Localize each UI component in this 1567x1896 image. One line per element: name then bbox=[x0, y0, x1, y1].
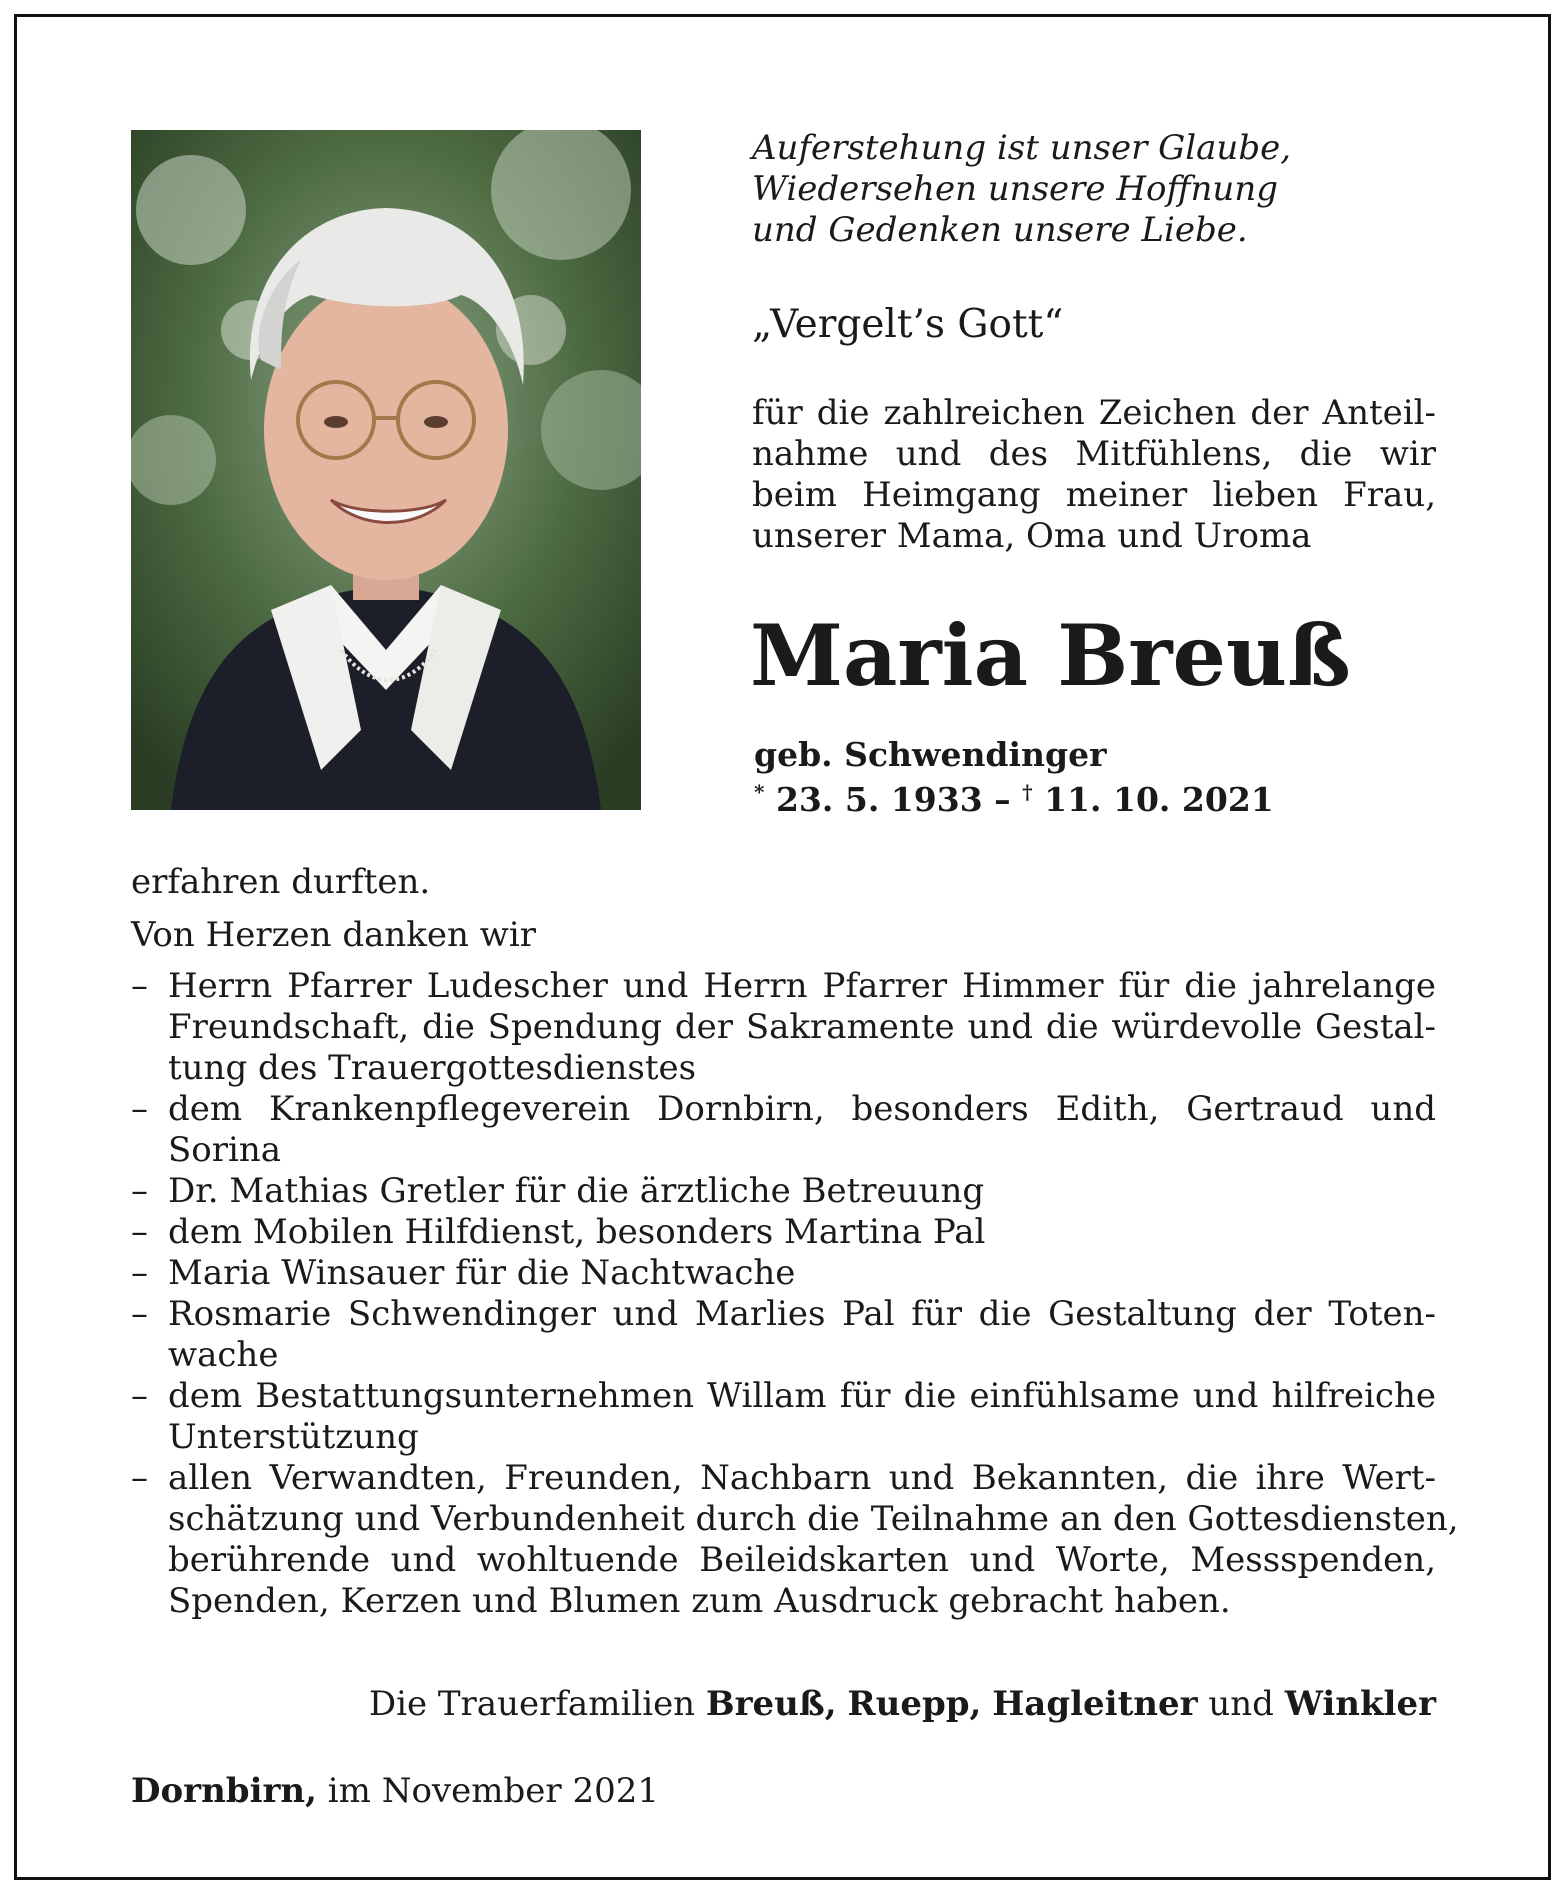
bullet-dash: – bbox=[131, 1294, 148, 1334]
signature-prefix: Die Trauerfamilien bbox=[368, 1684, 706, 1724]
list-line: tung des Trauergottesdienstes bbox=[168, 1048, 697, 1088]
bullet-dash: – bbox=[131, 1212, 148, 1252]
family-name: Winkler bbox=[1284, 1684, 1436, 1724]
bullet-dash: – bbox=[131, 1253, 148, 1293]
signature-joiner: und bbox=[1208, 1684, 1274, 1724]
motto-line: und Gedenken unsere Liebe. bbox=[752, 210, 1248, 250]
birth-date: 23. 5. 1933 bbox=[775, 780, 983, 819]
list-line: Herrn Pfarrer Ludescher und Herrn Pfarrer Himmer für die jahrelange bbox=[168, 966, 1436, 1006]
list-item bbox=[131, 1376, 1436, 1458]
list-line: schätzung und Verbundenheit durch die Teilnahme an den Gottesdiensten, bbox=[168, 1499, 1459, 1539]
list-line: Dr. Mathias Gretler für die ärztliche Betreuung bbox=[168, 1171, 985, 1211]
list-line: Spenden, Kerzen und Blumen zum Ausdruck gebracht haben. bbox=[168, 1581, 1231, 1621]
maiden-name: geb. Schwendinger bbox=[754, 735, 1107, 774]
bullet-dash: – bbox=[131, 966, 148, 1006]
birth-symbol: * bbox=[754, 780, 765, 804]
list-line: allen Verwandten, Freunden, Nachbarn und Bekannten, die ihre Wert- bbox=[168, 1458, 1436, 1498]
list-line: Freundschaft, die Spendung der Sakramente und die würdevolle Gestal- bbox=[168, 1007, 1436, 1047]
bullet-dash: – bbox=[131, 1171, 148, 1211]
list-item bbox=[131, 1294, 1436, 1376]
bullet-dash: – bbox=[131, 1376, 148, 1416]
list-line: wache bbox=[168, 1335, 279, 1375]
list-line: Maria Winsauer für die Nachtwache bbox=[168, 1253, 796, 1293]
motto-line: Auferstehung ist unser Glaube, bbox=[752, 128, 1292, 168]
family-name: Breuß, bbox=[705, 1684, 837, 1724]
acknowledgement-list bbox=[131, 966, 1459, 1622]
family-name: Ruepp, bbox=[847, 1684, 982, 1724]
life-dates bbox=[754, 780, 1274, 819]
place-date bbox=[131, 1771, 659, 1811]
intro-line: beim Heimgang meiner lieben Frau, bbox=[752, 475, 1436, 515]
intro-line: unserer Mama, Oma und Uroma bbox=[752, 516, 1312, 556]
family-name: Hagleitner bbox=[992, 1684, 1198, 1724]
list-line: Rosmarie Schwendinger und Marlies Pal für die Gestaltung der Toten- bbox=[168, 1294, 1436, 1334]
date-text: im November 2021 bbox=[327, 1771, 659, 1811]
portrait-photo bbox=[131, 130, 641, 810]
list-line: Sorina bbox=[168, 1130, 282, 1170]
intro-continuation: erfahren durften. bbox=[131, 862, 431, 902]
bullet-dash: – bbox=[131, 1089, 148, 1129]
list-item bbox=[131, 1458, 1459, 1622]
list-line: Unterstützung bbox=[168, 1417, 419, 1457]
thanks-intro-text bbox=[752, 393, 1436, 557]
bullet-dash: – bbox=[131, 1458, 148, 1498]
date-separator: – bbox=[982, 780, 1023, 819]
death-date: 11. 10. 2021 bbox=[1044, 780, 1274, 819]
family-signature bbox=[131, 1684, 1436, 1724]
motto-quote bbox=[752, 128, 1452, 251]
place-name: Dornbirn, bbox=[131, 1771, 317, 1811]
thanks-heading: „Vergelt’s Gott“ bbox=[752, 302, 1064, 347]
list-line: dem Mobilen Hilfdienst, besonders Martina Pal bbox=[168, 1212, 986, 1252]
death-symbol: † bbox=[1022, 780, 1033, 804]
deceased-name: Maria Breuß bbox=[750, 606, 1351, 705]
list-line: berührende und wohltuende Beileidskarten und Worte, Messspenden, bbox=[168, 1540, 1436, 1580]
list-item bbox=[131, 1212, 1436, 1253]
list-item bbox=[131, 1253, 1436, 1294]
motto-line: Wiedersehen unsere Hoffnung bbox=[752, 169, 1278, 209]
intro-line: für die zahlreichen Zeichen der Anteil- bbox=[752, 393, 1436, 433]
list-line: dem Krankenpflegeverein Dornbirn, besonders Edith, Gertraud und bbox=[168, 1089, 1436, 1129]
acknowledgement-intro: Von Herzen danken wir bbox=[131, 915, 536, 955]
list-item bbox=[131, 1089, 1436, 1171]
list-item bbox=[131, 966, 1436, 1089]
intro-line: nahme und des Mitfühlens, die wir bbox=[752, 434, 1436, 474]
list-line: dem Bestattungsunternehmen Willam für die einfühlsame und hilfreiche bbox=[168, 1376, 1436, 1416]
list-item bbox=[131, 1171, 1436, 1212]
